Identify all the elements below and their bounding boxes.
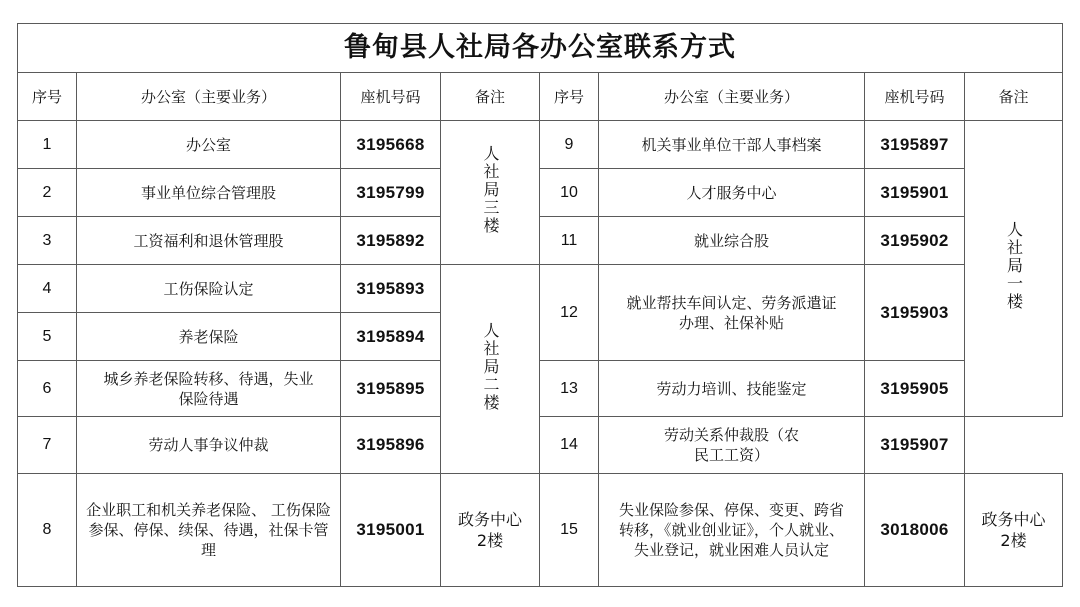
- seq-cell: 10: [540, 169, 599, 217]
- phone-cell: 3195001: [341, 474, 441, 587]
- header-note-left: 备注: [441, 73, 540, 121]
- header-row: [18, 73, 1063, 121]
- phone-cell: 3195668: [341, 121, 441, 169]
- header-office-left: 办公室（主要业务）: [77, 73, 341, 121]
- seq-cell: 1: [18, 121, 77, 169]
- phone-cell: 3195905: [865, 361, 965, 417]
- office-cell: 失业保险参保、停保、变更、跨省转移，《就业创业证》，个人就业、失业登记，就业困难人员认定: [599, 474, 865, 587]
- table-row: [18, 169, 1063, 217]
- office-cell: 人才服务中心: [599, 169, 865, 217]
- office-cell: 事业单位综合管理股: [77, 169, 341, 217]
- office-cell: 劳动人事争议仲裁: [77, 417, 341, 474]
- seq-cell: 15: [540, 474, 599, 587]
- seq-cell: 6: [18, 361, 77, 417]
- header-phone-left: 座机号码: [341, 73, 441, 121]
- seq-cell: 5: [18, 313, 77, 361]
- phone-cell: 3018006: [865, 474, 965, 587]
- phone-cell: 3195907: [865, 417, 965, 474]
- table-row: [18, 417, 1063, 474]
- note-floor2: 人社局二楼: [441, 265, 540, 474]
- seq-cell: 4: [18, 265, 77, 313]
- phone-cell: 3195894: [341, 313, 441, 361]
- seq-cell: 8: [18, 474, 77, 587]
- phone-cell: 3195893: [341, 265, 441, 313]
- office-cell: 就业综合股: [599, 217, 865, 265]
- phone-cell: 3195896: [341, 417, 441, 474]
- office-cell: 工伤保险认定: [77, 265, 341, 313]
- office-cell: 机关事业单位干部人事档案: [599, 121, 865, 169]
- office-cell: 就业帮扶车间认定、劳务派遣证办理、社保补贴: [599, 265, 865, 361]
- phone-cell: 3195903: [865, 265, 965, 361]
- table-row: [18, 217, 1063, 265]
- phone-cell: 3195901: [865, 169, 965, 217]
- seq-cell: 2: [18, 169, 77, 217]
- table-row: [18, 474, 1063, 587]
- note-floor3: 人社局三楼: [441, 121, 540, 265]
- office-cell: 工资福利和退休管理股: [77, 217, 341, 265]
- office-cell: 企业职工和机关养老保险、 工伤保险参保、停保、续保、待遇，社保卡管理: [77, 474, 341, 587]
- seq-cell: 9: [540, 121, 599, 169]
- header-seq-left: 序号: [18, 73, 77, 121]
- header-office-right: 办公室（主要业务）: [599, 73, 865, 121]
- note-gov-center-left: 政务中心2楼: [441, 474, 540, 587]
- contact-sheet: [17, 23, 1062, 589]
- seq-cell: 14: [540, 417, 599, 474]
- note-floor1: 人社局一楼: [965, 121, 1063, 417]
- office-cell: 养老保险: [77, 313, 341, 361]
- seq-cell: 13: [540, 361, 599, 417]
- seq-cell: 7: [18, 417, 77, 474]
- table-row: [18, 361, 1063, 417]
- header-seq-right: 序号: [540, 73, 599, 121]
- office-cell: 劳动关系仲裁股（农民工工资）: [599, 417, 865, 474]
- office-cell: 城乡养老保险转移、待遇，失业保险待遇: [77, 361, 341, 417]
- page-title: 鲁甸县人社局各办公室联系方式: [18, 24, 1063, 73]
- phone-cell: 3195892: [341, 217, 441, 265]
- phone-cell: 3195897: [865, 121, 965, 169]
- seq-cell: 11: [540, 217, 599, 265]
- header-note-right: 备注: [965, 73, 1063, 121]
- table-row: [18, 265, 1063, 313]
- office-cell: 劳动力培训、技能鉴定: [599, 361, 865, 417]
- phone-cell: 3195902: [865, 217, 965, 265]
- office-cell: 办公室: [77, 121, 341, 169]
- seq-cell: 3: [18, 217, 77, 265]
- header-phone-right: 座机号码: [865, 73, 965, 121]
- note-gov-center-right: 政务中心2楼: [965, 474, 1063, 587]
- seq-cell: 12: [540, 265, 599, 361]
- phone-cell: 3195895: [341, 361, 441, 417]
- phone-cell: 3195799: [341, 169, 441, 217]
- contact-table: [17, 23, 1063, 587]
- table-row: [18, 121, 1063, 169]
